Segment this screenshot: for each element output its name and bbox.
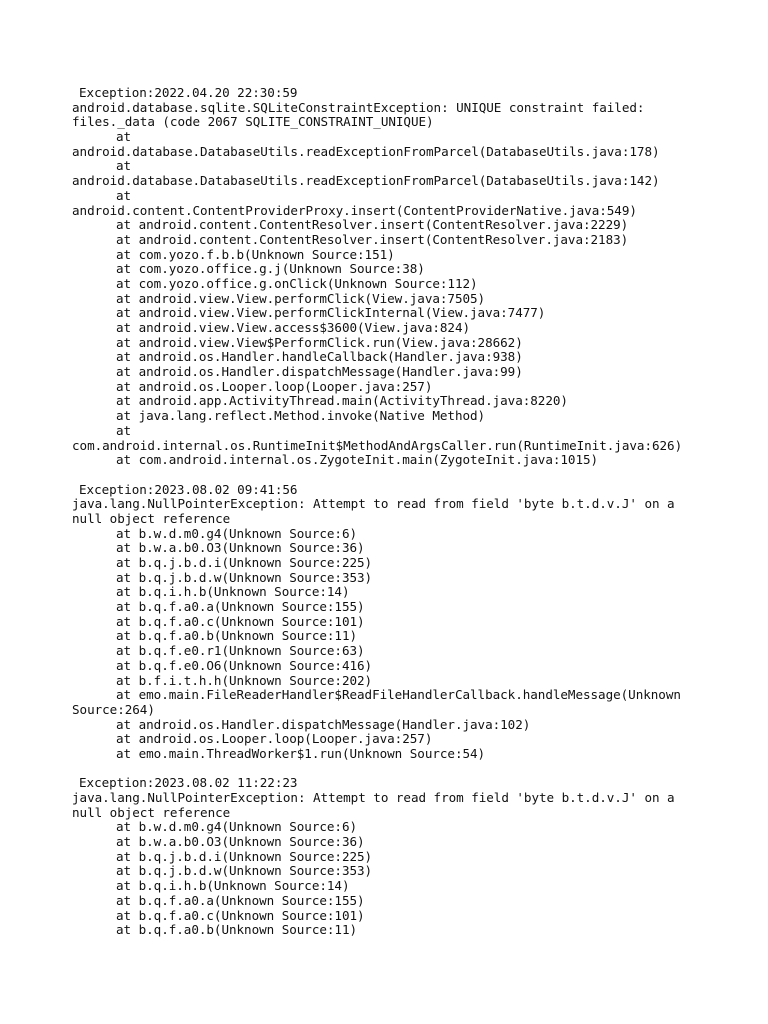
stack-trace-line: at emo.main.ThreadWorker$1.run(Unknown Source:54) <box>116 745 486 761</box>
exception-block <box>72 776 712 938</box>
stack-trace-line: at android.view.View.performClickInternal(View.java:7477) <box>116 305 546 321</box>
stack-trace-line: at b.w.a.b0.O3(Unknown Source:36) <box>116 540 365 556</box>
stack-trace-line: at android.os.Looper.loop(Looper.java:257) <box>116 731 433 747</box>
log-line: files._data (code 2067 SQLITE_CONSTRAINT_UNIQUE) <box>72 114 434 130</box>
stack-trace-line: at b.q.j.b.d.i(Unknown Source:225) <box>116 848 373 864</box>
stack-trace-line: at b.q.i.h.b(Unknown Source:14) <box>116 878 350 894</box>
stack-trace-line: at b.q.f.a0.a(Unknown Source:155) <box>116 599 365 615</box>
log-line: android.database.sqlite.SQLiteConstraintException: UNIQUE constraint failed: <box>72 99 645 115</box>
stack-trace-line: at java.lang.reflect.Method.invoke(Native Method) <box>116 408 486 424</box>
log-line: Source:264) <box>72 701 155 717</box>
stack-trace-line: at com.yozo.office.g.j(Unknown Source:38) <box>116 261 425 277</box>
stack-trace-line: at b.q.f.a0.c(Unknown Source:101) <box>116 613 365 629</box>
exception-block <box>72 86 712 468</box>
stack-trace-line: at b.q.f.a0.c(Unknown Source:101) <box>116 907 365 923</box>
stack-trace-line: at b.q.j.b.d.w(Unknown Source:353) <box>116 569 373 585</box>
stack-trace-line: at b.q.i.h.b(Unknown Source:14) <box>116 584 350 600</box>
stack-trace-line: at <box>116 187 132 203</box>
log-line: null object reference <box>72 510 231 526</box>
stack-trace-line: at b.f.i.t.h.h(Unknown Source:202) <box>116 672 373 688</box>
log-line: com.android.internal.os.RuntimeInit$MethodAndArgsCaller.run(RuntimeInit.java:626) <box>72 437 683 453</box>
stack-trace-line: at android.view.View$PerformClick.run(View.java:28662) <box>116 334 523 350</box>
stack-trace-line: at b.q.f.a0.b(Unknown Source:11) <box>116 922 358 938</box>
stack-trace-line: at b.q.f.a0.a(Unknown Source:155) <box>116 892 365 908</box>
stack-trace-line: at com.yozo.office.g.onClick(Unknown Source:112) <box>116 275 478 291</box>
stack-trace-line: at b.q.f.e0.r1(Unknown Source:63) <box>116 643 365 659</box>
stack-trace-line: at android.os.Handler.dispatchMessage(Handler.java:102) <box>116 716 531 732</box>
log-line: java.lang.NullPointerException: Attempt to read from field 'byte b.t.d.v.J' on a <box>72 790 675 805</box>
stack-trace-line: at android.app.ActivityThread.main(ActivityThread.java:8220) <box>116 393 568 409</box>
log-line: android.content.ContentProviderProxy.insert(ContentProviderNative.java:549) <box>72 202 637 218</box>
stack-trace-line: at <box>116 422 132 438</box>
exception-timestamp: Exception:2023.08.02 09:41:56 <box>79 481 298 497</box>
stack-trace-line: at android.view.View.access$3600(View.java:824) <box>116 320 471 335</box>
stack-trace-line: at <box>116 129 132 145</box>
stack-trace-line: at android.content.ContentResolver.insert(ContentResolver.java:2229) <box>116 217 629 233</box>
stack-trace-line: at android.view.View.performClick(View.java:7505) <box>116 290 486 306</box>
stack-trace-line: at android.os.Looper.loop(Looper.java:257) <box>116 378 433 394</box>
exception-block <box>72 483 712 762</box>
stack-trace-line: at android.os.Handler.handleCallback(Handler.java:938) <box>116 349 523 365</box>
log-line: java.lang.NullPointerException: Attempt to read from field 'byte b.t.d.v.J' on a <box>72 496 675 512</box>
stack-trace-line: at b.w.a.b0.O3(Unknown Source:36) <box>116 834 365 850</box>
exception-timestamp: Exception:2022.04.20 22:30:59 <box>79 85 298 100</box>
stack-trace-line: at b.q.j.b.d.i(Unknown Source:225) <box>116 555 373 570</box>
exception-timestamp: Exception:2023.08.02 11:22:23 <box>79 775 298 791</box>
stack-trace-line: at android.content.ContentResolver.insert(ContentResolver.java:2183) <box>116 231 629 247</box>
log-line: android.database.DatabaseUtils.readExceptionFromParcel(DatabaseUtils.java:142) <box>72 173 660 189</box>
log-line: null object reference <box>72 804 231 820</box>
stack-trace-line: at <box>116 158 132 174</box>
stack-trace-line: at b.q.f.a0.b(Unknown Source:11) <box>116 628 358 644</box>
stack-trace-line: at emo.main.FileReaderHandler$ReadFileHandlerCallback.handleMessage(Unknown <box>116 687 681 703</box>
stack-trace-line: at android.os.Handler.dispatchMessage(Handler.java:99) <box>116 364 523 380</box>
stack-trace-line: at b.q.f.e0.O6(Unknown Source:416) <box>116 657 373 673</box>
stack-trace-line: at b.w.d.m0.g4(Unknown Source:6) <box>116 819 358 835</box>
document-page <box>72 86 712 953</box>
log-line: android.database.DatabaseUtils.readExceptionFromParcel(DatabaseUtils.java:178) <box>72 143 660 159</box>
stack-trace-line: at b.w.d.m0.g4(Unknown Source:6) <box>116 525 358 541</box>
stack-trace-line: at com.android.internal.os.ZygoteInit.main(ZygoteInit.java:1015) <box>116 452 599 468</box>
stack-trace-line: at com.yozo.f.b.b(Unknown Source:151) <box>116 246 395 262</box>
stack-trace-line: at b.q.j.b.d.w(Unknown Source:353) <box>116 863 373 879</box>
